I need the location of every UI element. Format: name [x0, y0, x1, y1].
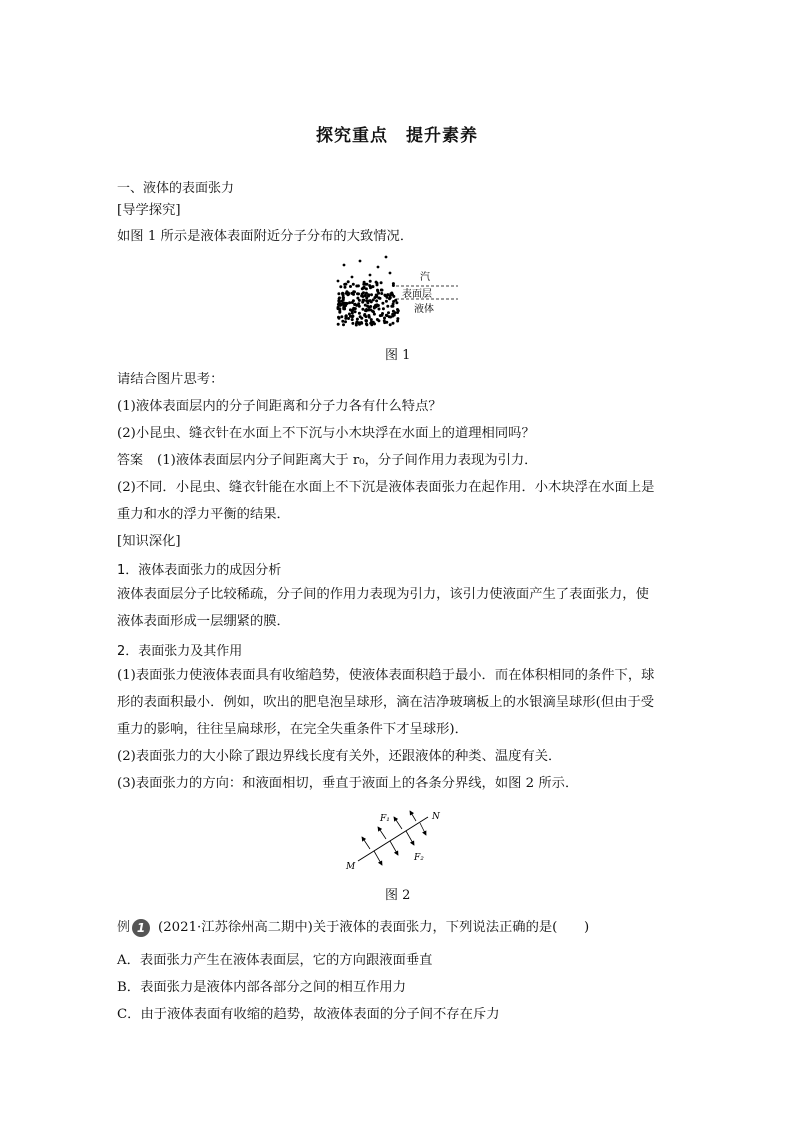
question-2: (2)小昆虫、缝衣针在水面上不下沉与小木块浮在水面上的道理相同吗？: [117, 426, 535, 441]
molecule-dot: [351, 310, 354, 313]
molecule-dot: [377, 266, 380, 269]
molecule-dot: [372, 321, 375, 324]
molecule-dot: [360, 317, 363, 320]
knowledge-2-p1-line-2: 形的表面积最小．例如，吹出的肥皂泡呈球形，滴在洁净玻璃板上的水银滴呈球形(但由于受: [117, 695, 655, 710]
knowledge-2-heading: 2．表面张力及其作用: [117, 644, 243, 659]
molecule-dot: [352, 290, 355, 293]
molecule-dot: [396, 308, 399, 311]
molecule-dot: [378, 308, 381, 311]
molecule-dot: [347, 317, 350, 320]
label-F2: F₂: [414, 853, 424, 863]
molecule-dot: [342, 323, 345, 326]
molecule-dot: [361, 308, 364, 311]
knowledge-2-p1-line-1: (1)表面张力使液体表面具有收缩趋势，使液体表面积趋于最小．而在体积相同的条件下，球: [117, 668, 655, 683]
example-word: 例: [117, 920, 131, 935]
molecule-dot: [385, 300, 388, 303]
molecule-dot: [376, 283, 379, 286]
molecule-dot: [352, 293, 355, 296]
molecule-dot: [369, 280, 372, 283]
molecule-dot: [341, 320, 344, 323]
molecule-dot: [365, 300, 368, 303]
molecule-dot: [382, 307, 385, 310]
question-1: (1)液体表面层内的分子间距离和分子力各有什么特点？: [117, 399, 442, 414]
label-liquid: 液体: [414, 304, 434, 315]
molecule-dot: [344, 283, 347, 286]
molecule-dot: [352, 307, 355, 310]
deepen-label: [知识深化]: [117, 534, 181, 549]
molecule-dot: [395, 301, 398, 304]
example-number-icon: 1: [132, 919, 150, 937]
answer-line-1: [117, 451, 537, 470]
molecule-dot: [396, 317, 399, 320]
label-M: M: [346, 862, 356, 872]
molecule-dot: [369, 322, 372, 325]
option-b: B．表面张力是液体内部各部分之间的相互作用力: [117, 980, 407, 995]
molecule-dot: [389, 316, 392, 319]
molecule-dot: [387, 311, 390, 314]
molecule-dot: [364, 309, 367, 312]
molecule-dot: [352, 283, 355, 286]
arrow-up-3: [394, 817, 402, 829]
knowledge-2-p2: (2)表面张力的大小除了跟边界线长度有关外，还跟液体的种类、温度有关．: [117, 749, 562, 764]
answer-1: (1)液体表面层内分子间距离大于 r₀，分子间作用力表现为引力．: [157, 453, 538, 468]
option-c: C．由于液体表面有收缩的趋势，故液体表面的分子间不存在斥力: [117, 1007, 500, 1022]
molecule-dot: [380, 281, 383, 284]
molecule-dot: [343, 264, 346, 267]
molecule-dot: [357, 292, 360, 295]
arrow-up-2: [378, 827, 386, 839]
figure2-surface-tension: [340, 805, 460, 880]
molecule-dot: [368, 284, 371, 287]
molecule-dot: [392, 322, 395, 325]
arrow-down-2: [390, 841, 398, 855]
molecule-dot: [363, 281, 366, 284]
example-stem: (2021·江苏徐州高二期中)关于液体的表面张力，下列说法正确的是( ): [158, 920, 590, 935]
molecule-dot: [364, 304, 367, 307]
molecule-dot: [380, 289, 383, 292]
molecule-dot: [361, 301, 364, 304]
label-N: N: [432, 812, 440, 822]
answer-label: 答案: [117, 453, 144, 468]
molecule-dot: [380, 314, 383, 317]
molecule-dot: [338, 317, 341, 320]
molecule-dot: [384, 294, 387, 297]
molecule-dot: [355, 285, 358, 288]
arrow-down-4: [420, 823, 426, 835]
knowledge-1-line-1: 液体表面层分子比较稀疏，分子间的作用力表现为引力，该引力使液面产生了表面张力，使: [117, 587, 649, 602]
intro-text: 如图 1 所示是液体表面附近分子分布的大致情况．: [117, 229, 414, 244]
figure1-molecules: [330, 255, 470, 333]
molecule-dot: [376, 318, 379, 321]
molecule-dot: [338, 310, 341, 313]
molecule-dot: [365, 292, 368, 295]
molecule-dot: [363, 286, 366, 289]
molecule-dot: [345, 292, 348, 295]
molecule-dot: [359, 260, 362, 263]
molecule-dot: [365, 319, 368, 322]
molecule-dot: [377, 292, 380, 295]
molecule-dot: [375, 299, 378, 302]
molecule-dot: [368, 306, 371, 309]
figure1-caption: 图 1: [385, 348, 411, 363]
molecule-dot: [355, 304, 358, 307]
molecule-dot: [389, 272, 392, 275]
molecule-dot: [358, 305, 361, 308]
molecule-dot: [349, 285, 352, 288]
option-a: A．表面张力产生在液体表面层，它的方向跟液面垂直: [117, 953, 433, 968]
molecule-dot: [351, 276, 354, 279]
molecule-dot: [388, 297, 391, 300]
answer-2-line-2: 重力和水的浮力平衡的结果．: [117, 507, 290, 522]
molecule-dot: [369, 274, 372, 277]
molecule-dot: [386, 305, 389, 308]
molecule-dot: [389, 323, 392, 326]
molecule-dot: [385, 314, 388, 317]
think-prompt: 请结合图片思考：: [117, 372, 224, 387]
knowledge-2-p1-line-3: 重力的影响，往往呈扁球形，在完全失重条件下才呈球形)．: [117, 722, 468, 737]
knowledge-1-heading: 1．液体表面张力的成因分析: [117, 563, 282, 578]
molecule-dot: [351, 322, 354, 325]
molecule-dot: [351, 318, 354, 321]
molecule-dot: [344, 320, 347, 323]
label-vapor: 汽: [420, 272, 430, 283]
label-F1: F₁: [380, 814, 390, 824]
molecule-dot: [337, 280, 340, 283]
molecule-dot: [380, 292, 383, 295]
molecule-dot: [352, 299, 355, 302]
molecule-dot: [344, 286, 347, 289]
molecule-dot: [390, 305, 393, 308]
molecule-dot: [363, 314, 366, 317]
molecule-dot: [342, 296, 345, 299]
molecule-dot: [338, 297, 341, 300]
molecule-dot: [379, 297, 382, 300]
molecule-dot: [356, 297, 359, 300]
molecule-dot: [392, 295, 395, 298]
arrow-down-3: [406, 831, 414, 845]
molecule-dot: [355, 324, 358, 327]
molecule-dot: [389, 295, 392, 298]
molecule-dot: [358, 312, 361, 315]
molecule-dot: [347, 280, 350, 283]
molecule-dot: [383, 319, 386, 322]
page-title: 探究重点 提升素养: [316, 126, 478, 146]
molecule-dot: [391, 313, 394, 316]
molecule-dot: [340, 300, 343, 303]
label-surface-layer: 表面层: [402, 289, 432, 300]
molecule-dot: [376, 304, 379, 307]
molecule-dot: [339, 285, 342, 288]
molecule-dot: [367, 295, 370, 298]
molecule-dot: [337, 323, 340, 326]
molecule-dot: [342, 307, 345, 310]
molecule-dot: [369, 299, 372, 302]
molecule-dot: [345, 314, 348, 317]
guide-label: [导学探究]: [117, 203, 181, 218]
molecule-dot: [351, 315, 354, 318]
knowledge-1-line-2: 液体表面形成一层绷紧的膜．: [117, 614, 290, 629]
knowledge-2-p3: (3)表面张力的方向：和液面相切，垂直于液面上的各条分界线，如图 2 所示．: [117, 776, 579, 791]
molecule-dot: [381, 302, 384, 305]
molecule-dot: [392, 284, 395, 287]
molecule-dot: [337, 292, 340, 295]
molecule-dot: [374, 295, 377, 298]
answer-2-line-1: (2)不同．小昆虫、缝衣针能在水面上不下沉是液体表面张力在起作用．小木块浮在水面上是: [117, 480, 655, 495]
molecule-dot: [383, 317, 386, 320]
molecule-dot: [396, 311, 399, 314]
molecule-dot: [368, 316, 371, 319]
molecule-dot: [358, 323, 361, 326]
molecule-dots: [337, 256, 400, 327]
molecule-dot: [360, 294, 363, 297]
molecule-dot: [356, 318, 359, 321]
molecule-dot: [385, 256, 388, 259]
figure2-caption: 图 2: [385, 888, 411, 903]
molecule-dot: [340, 315, 343, 318]
molecule-dot: [372, 310, 375, 313]
molecule-dot: [372, 285, 375, 288]
arrow-up-1: [362, 837, 370, 849]
arrow-up-4: [410, 811, 416, 821]
example-stem-line: [117, 918, 589, 937]
molecule-dot: [345, 302, 348, 305]
molecule-dot: [370, 293, 373, 296]
molecule-dot: [365, 323, 368, 326]
arrow-down-1: [374, 851, 382, 865]
section1-heading: 一、液体的表面张力: [117, 181, 235, 196]
